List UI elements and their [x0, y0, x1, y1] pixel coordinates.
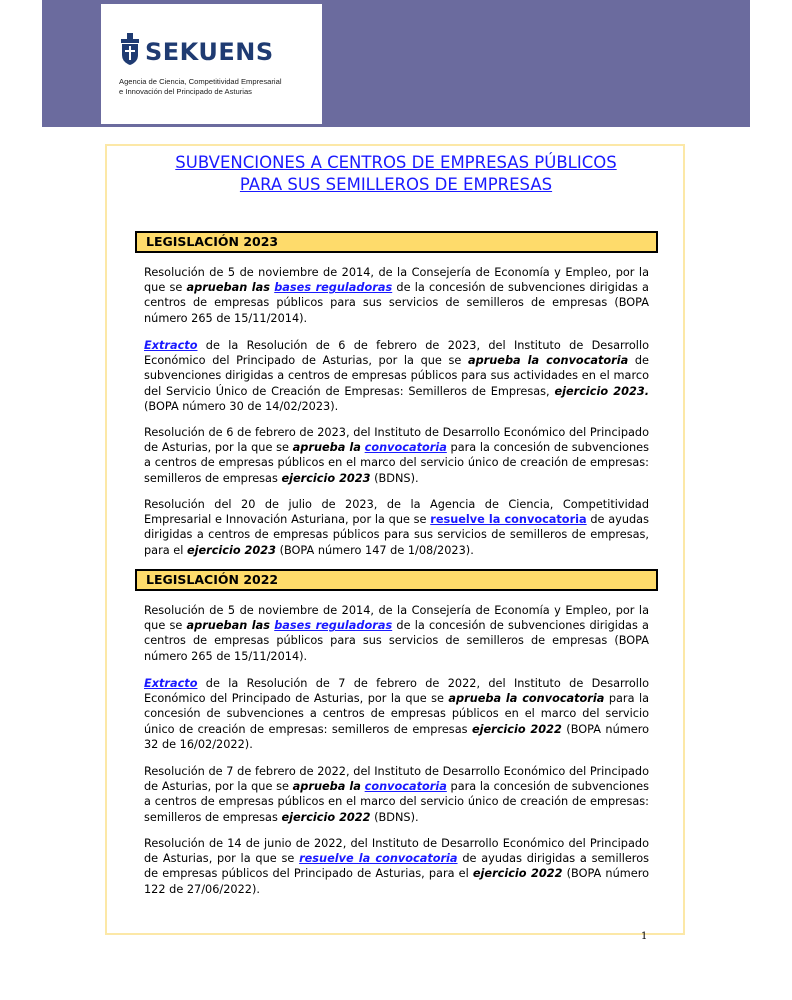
resuelve-convocatoria-link[interactable]: resuelve la convocatoria: [299, 852, 458, 866]
section-heading-2023: LEGISLACIÓN 2023: [135, 231, 658, 253]
page-number: 1: [641, 931, 648, 942]
resuelve-convocatoria-link[interactable]: resuelve la convocatoria: [430, 513, 587, 527]
extracto-link[interactable]: Extracto: [144, 677, 198, 690]
paragraph: Resolución de 6 de febrero de 2023, del Instituto de Desarrollo Económico del Principado de Asturias, por la que se aprueba la convocatoria para la concesión de subvenciones a centros de empresas públicos en el marco del servicio único de creación de empresas: semilleros de empresas ejercicio 2023 (BDNS).: [144, 426, 650, 485]
page-title[interactable]: SUBVENCIONES A CENTROS DE EMPRESAS PÚBLICOS PARA SUS SEMILLEROS DE EMPRESAS: [175, 153, 617, 194]
convocatoria-link[interactable]: convocatoria: [364, 780, 447, 794]
paragraph: Resolución de 5 de noviembre de 2014, de la Consejería de Economía y Empleo, por la que se aprueban las bases reguladoras de la concesión de subvenciones dirigidas a centros de empresas públicos para sus servicios de semilleros de empresas (BOPA número 265 de 15/11/2014).: [144, 604, 649, 663]
paragraph: Resolución de 7 de febrero de 2022, del Instituto de Desarrollo Económico del Principado de Asturias, por la que se aprueba la convocatoria para la concesión de subvenciones a centros de empresas públicos en el marco del servicio único de creación de empresas: semilleros de empresas ejercicio 2022 (BDNS).: [144, 765, 650, 824]
brand-name: SEKUENS: [145, 38, 274, 66]
logo: [101, 4, 322, 124]
paragraph: Extracto de la Resolución de 6 de febrero de 2023, del Instituto de Desarrollo Económico del Principado de Asturias, por la que se aprueba la convocatoria de subvenciones dirigidas a centros de empresas públicos para sus actividades en el marco del Servicio Único de Creación de Empresas: Semilleros de Empresas, ejercicio 2023. (BOPA número 30 de 14/02/2023).: [144, 339, 649, 413]
brand-tagline: Agencia de Ciencia, Competitividad Empresarial e Innovación del Principado de Asturias: [119, 77, 282, 96]
paragraph: Resolución del 20 de julio de 2023, de la Agencia de Ciencia, Competitividad Empresarial e Innovación Asturiana, por la que se resuelve la convocatoria de ayudas dirigidas a centros de empresas públicos para sus servicios de semilleros de empresas, para el ejercicio 2023 (BOPA número 147 de 1/08/2023).: [144, 498, 649, 557]
paragraph: Resolución de 14 de junio de 2022, del Instituto de Desarrollo Económico del Principado de Asturias, por la que se resuelve la convocatoria de ayudas dirigidas a semilleros de empresas públicos del Principado de Asturias, para el ejercicio 2022 (BOPA número 122 de 27/06/2022).: [144, 837, 650, 896]
paragraph: Extracto de la Resolución de 7 de febrero de 2022, del Instituto de Desarrollo Económico del Principado de Asturias, por la que se aprueba la convocatoria para la concesión de subvenciones a centros de empresas públicos en el marco del servicio único de creación de empresas: semilleros de empresas ejercicio 2022 (BOPA número 32 de 16/02/2022).: [144, 677, 650, 751]
section-heading-2022: LEGISLACIÓN 2022: [135, 569, 658, 591]
shield-icon: [120, 33, 140, 65]
extracto-link[interactable]: Extracto: [144, 339, 198, 352]
bases-reguladoras-link[interactable]: bases reguladoras: [274, 281, 393, 295]
convocatoria-link[interactable]: convocatoria: [364, 441, 447, 455]
paragraph: Resolución de 5 de noviembre de 2014, de la Consejería de Economía y Empleo, por la que se aprueban las bases reguladoras de la concesión de subvenciones dirigidas a centros de empresas públicos para sus servicios de semilleros de empresas (BOPA número 265 de 15/11/2014).: [144, 266, 649, 325]
bases-reguladoras-link[interactable]: bases reguladoras: [274, 619, 393, 633]
